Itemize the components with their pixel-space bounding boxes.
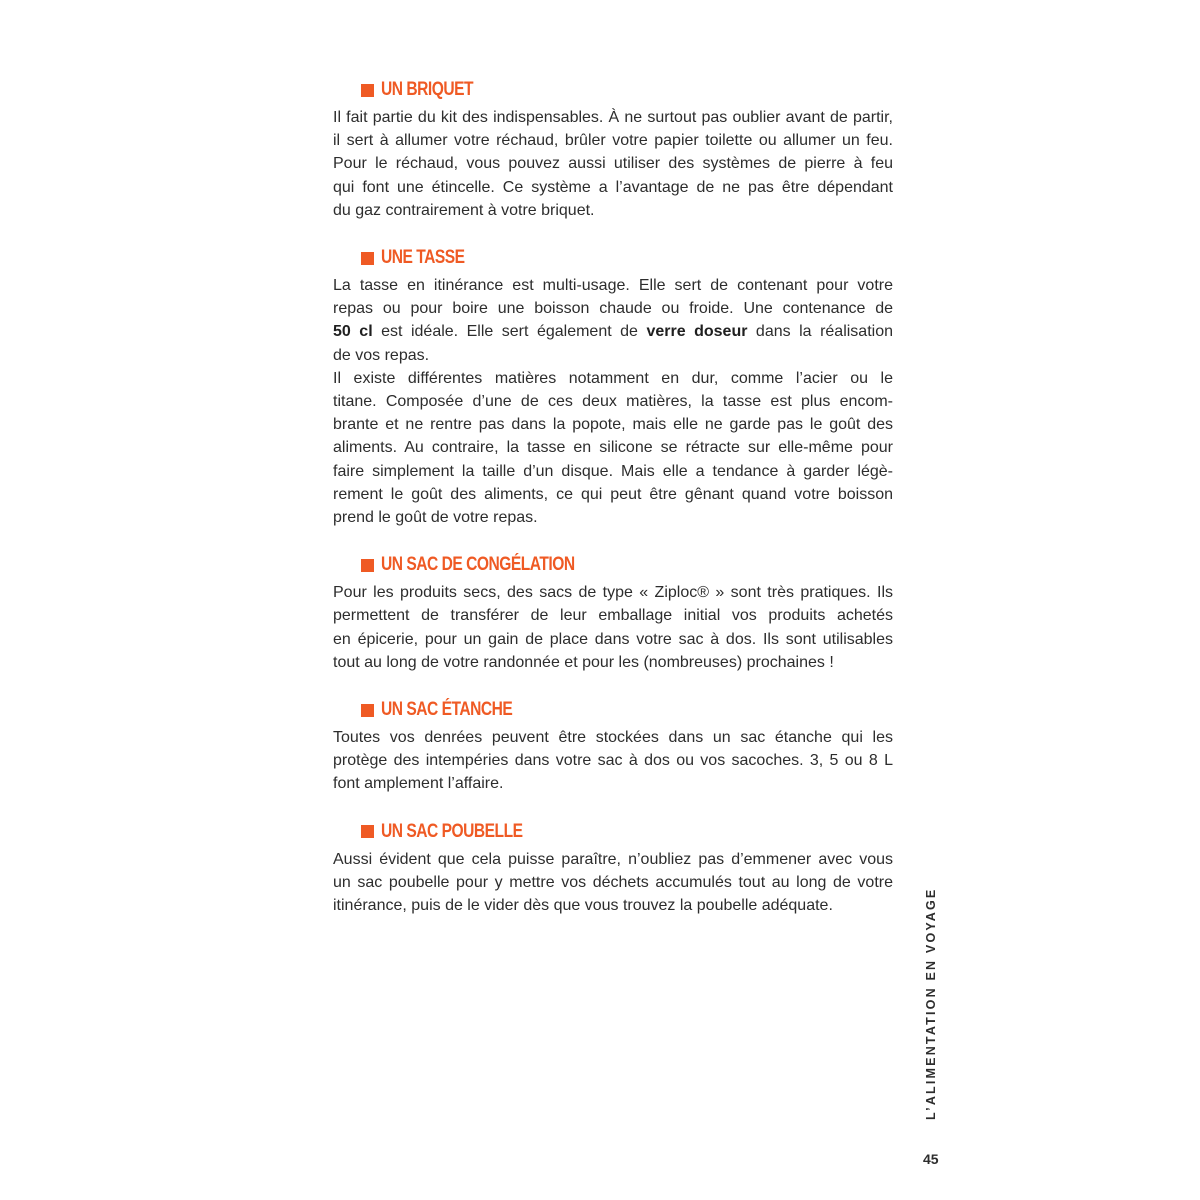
section-heading: UN SAC POUBELLE — [381, 820, 523, 842]
section-heading-row — [361, 76, 893, 104]
text-line: rement le goût des aliments, ce qui peut être gênant quand votre boisson — [333, 485, 893, 503]
text-line: du gaz contrairement à votre briquet. — [333, 201, 595, 219]
text-line: titane. Composée d’une de ces deux matières, la tasse est plus encom- — [333, 393, 893, 411]
section-paragraph — [333, 726, 893, 796]
section-heading: UN SAC DE CONGÉLATION — [381, 554, 575, 576]
section-heading-row — [361, 818, 893, 846]
section-heading: UNE TASSE — [381, 247, 465, 269]
text-line: Aussi évident que cela puisse paraître, n’oubliez pas d’emmener avec vous — [333, 850, 893, 868]
page-number: 45 — [923, 1151, 939, 1167]
text-line: un sac poubelle pour y mettre vos déchets accumulés tout au long de votre — [333, 873, 893, 891]
section-sac-poubelle — [333, 818, 893, 918]
section-paragraph — [333, 581, 893, 674]
bold-text: 50 cl — [333, 323, 373, 341]
text-line: itinérance, puis de le vider dès que vous trouvez la poubelle adéquate. — [333, 897, 833, 915]
text-line: de vos repas. — [333, 346, 430, 364]
section-briquet — [333, 76, 893, 222]
section-tasse — [333, 244, 893, 529]
section-sac-etanche — [333, 696, 893, 796]
text-line: en épicerie, pour un gain de place dans votre sac à dos. Ils sont utilisables — [333, 630, 893, 648]
section-heading-row — [361, 551, 893, 579]
chapter-side-title: L’ALIMENTATION EN VOYAGE — [924, 887, 938, 1120]
text-run: est idéale. Elle sert également de — [372, 323, 647, 341]
bullet-square-icon — [361, 559, 374, 572]
bold-text: verre doseur — [646, 323, 748, 341]
text-line: Toutes vos denrées peuvent être stockées dans un sac étanche qui les — [333, 729, 893, 747]
section-heading-row — [361, 244, 893, 272]
page-content — [333, 76, 893, 939]
text-line: il sert à allumer votre réchaud, brûler votre papier toilette ou allumer un feu. — [333, 132, 893, 150]
section-heading-row — [361, 696, 893, 724]
text-line: tout au long de votre randonnée et pour les (nombreuses) prochaines ! — [333, 653, 834, 671]
bullet-square-icon — [361, 825, 374, 838]
text-line: Pour les produits secs, des sacs de type « Ziploc® » sont très pratiques. Ils — [333, 584, 893, 602]
section-paragraph — [333, 106, 893, 222]
text-line: repas ou pour boire une boisson chaude ou froide. Une contenance de — [333, 300, 893, 318]
text-line: prend le goût de votre repas. — [333, 509, 538, 527]
text-line: protège des intempéries dans votre sac à dos ou vos sacoches. 3, 5 ou 8 L — [333, 752, 893, 770]
text-line: Il fait partie du kit des indispensables. À ne surtout pas oublier avant de partir, — [333, 109, 893, 126]
bullet-square-icon — [361, 84, 374, 97]
text-line: permettent de transférer de leur emballage initial vos produits achetés — [333, 607, 893, 625]
text-run: dans la réalisation — [747, 323, 893, 341]
text-line: font amplement l’affaire. — [333, 775, 504, 793]
text-line: qui font une étincelle. Ce système a l’avantage de ne pas être dépendant — [333, 178, 893, 196]
section-paragraph — [333, 848, 893, 918]
text-line-rich — [333, 320, 893, 343]
text-line: aliments. Au contraire, la tasse en silicone se rétracte sur elle-même pour — [333, 439, 893, 457]
bullet-square-icon — [361, 704, 374, 717]
text-line: La tasse en itinérance est multi-usage. Elle sert de contenant pour votre — [333, 277, 893, 295]
section-heading: UN SAC ÉTANCHE — [381, 699, 513, 721]
text-line: Il existe différentes matières notamment en dur, comme l’acier ou le — [333, 369, 893, 387]
section-paragraph — [333, 274, 893, 529]
text-line: faire simplement la taille d’un disque. Mais elle a tendance à garder légè- — [333, 462, 893, 480]
section-sac-congelation — [333, 551, 893, 674]
text-line: Pour le réchaud, vous pouvez aussi utiliser des systèmes de pierre à feu — [333, 155, 893, 173]
section-heading: UN BRIQUET — [381, 79, 474, 100]
text-line: brante et ne rentre pas dans la popote, mais elle ne garde pas le goût des — [333, 416, 893, 434]
bullet-square-icon — [361, 252, 374, 265]
